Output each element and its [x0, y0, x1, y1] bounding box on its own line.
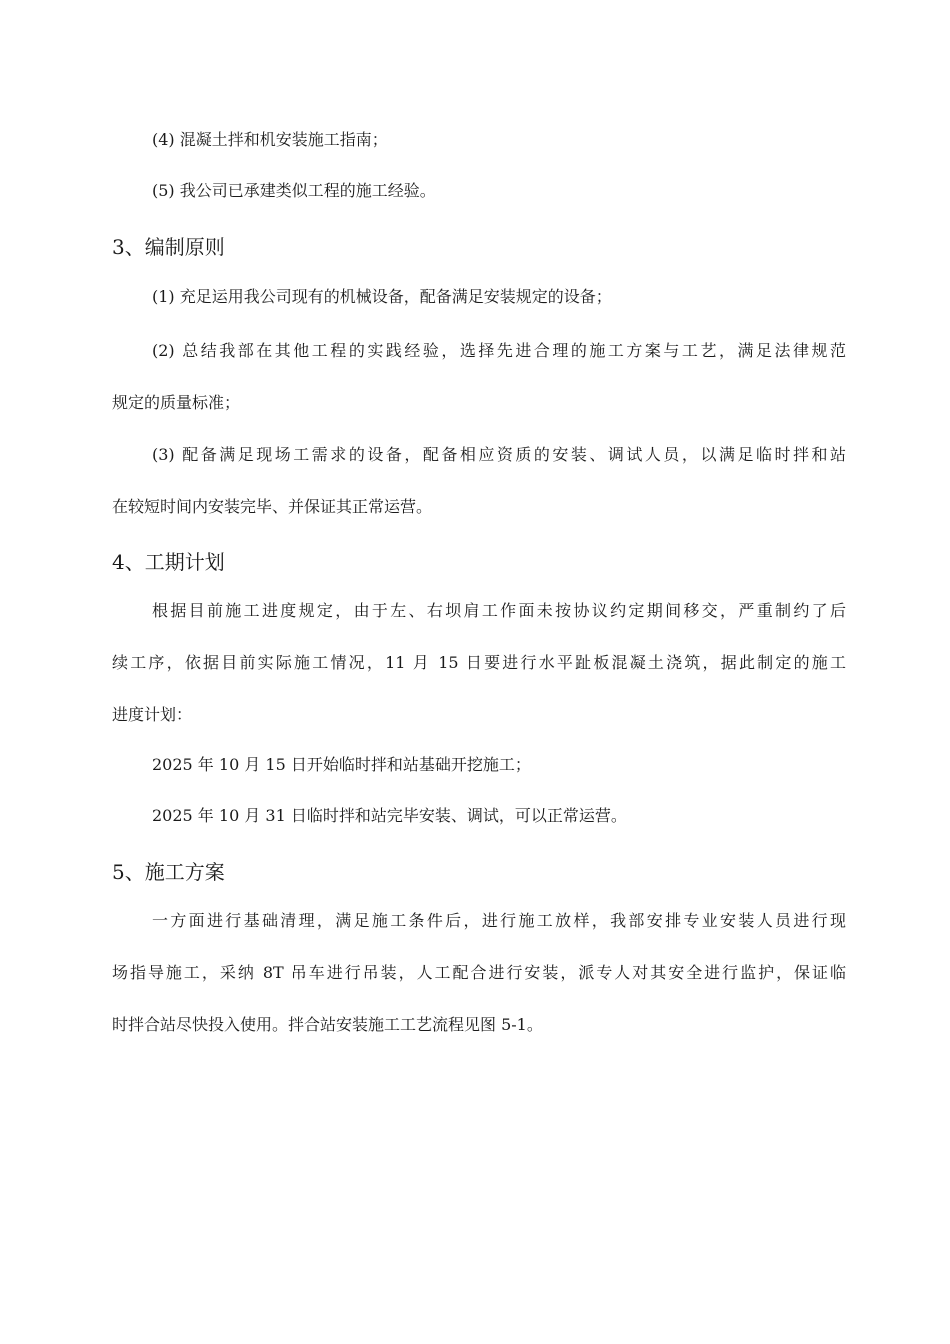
schedule-plan-2: 2025 年 10 月 31 日临时拌和站完毕安装、调试，可以正常运营。: [152, 806, 627, 825]
schedule-plan-1: 2025 年 10 月 15 日开始临时拌和站基础开挖施工；: [152, 755, 531, 774]
list-item-4: (4) 混凝土拌和机安装施工指南；: [152, 130, 388, 149]
plan-paragraph-line-1: 一方面进行基础清理，满足施工条件后，进行施工放样，我部安排专业安装人员进行现: [152, 911, 846, 930]
plan-paragraph-line-3: 时拌合站尽快投入使用。拌合站安装施工工艺流程见图 5-1。: [112, 1015, 543, 1034]
principle-item-3-line-1: (3) 配备满足现场工需求的设备，配备相应资质的安装、调试人员，以满足临时拌和站: [152, 445, 846, 464]
principle-item-2-line-1: (2) 总结我部在其他工程的实践经验，选择先进合理的施工方案与工艺，满足法律规范: [152, 341, 846, 360]
plan-paragraph-line-2: 场指导施工，采纳 8T 吊车进行吊装，人工配合进行安装，派专人对其安全进行监护，保证临: [112, 963, 846, 982]
section-heading-3: 3、编制原则: [112, 235, 225, 259]
schedule-paragraph-line-2: 续工序，依据目前实际施工情况，11 月 15 日要进行水平趾板混凝土浇筑，据此制定的施工: [112, 653, 846, 672]
principle-item-2-line-2: 规定的质量标准；: [112, 393, 241, 412]
section-heading-4: 4、工期计划: [112, 550, 225, 574]
section-heading-5: 5、施工方案: [112, 860, 225, 884]
list-item-5: (5) 我公司已承建类似工程的施工经验。: [152, 181, 436, 200]
principle-item-1: (1) 充足运用我公司现有的机械设备，配备满足安装规定的设备；: [152, 287, 612, 306]
schedule-paragraph-line-1: 根据目前施工进度规定，由于左、右坝肩工作面未按协议约定期间移交，严重制约了后: [152, 601, 846, 620]
schedule-paragraph-line-3: 进度计划：: [112, 705, 193, 724]
principle-item-3-line-2: 在较短时间内安装完毕、并保证其正常运营。: [112, 497, 433, 516]
